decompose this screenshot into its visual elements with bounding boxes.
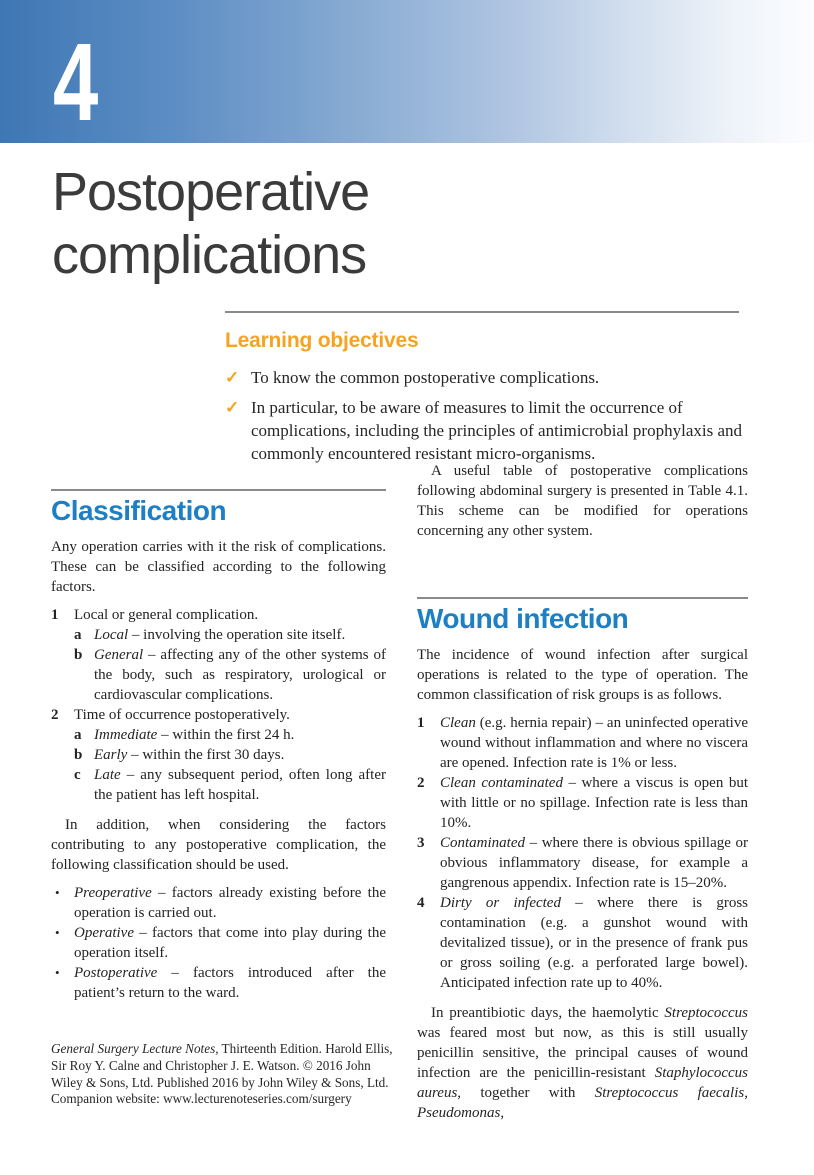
bullet-icon: • [55, 925, 60, 940]
chapter-title-line-1: Postoperative [52, 162, 370, 222]
imprint-footer [51, 1041, 403, 1108]
objective-item [225, 396, 749, 465]
sub-item-text: General – affecting any of the other systems of the body, such as respiratory, urological or cardiovascular complications. [94, 647, 386, 703]
numbered-item-text: Local or general complication. [74, 607, 259, 623]
bullet-item-text: Preoperative – factors already existing before the operation is carried out. [74, 885, 386, 921]
sub-item-text: Immediate – within the first 24 h. [94, 727, 295, 743]
bullet-list-item [51, 923, 386, 963]
item-number: 3 [417, 835, 425, 851]
chapter-header-band [0, 0, 814, 143]
numbered-item-text: Contaminated – where there is obvious spillage or obvious inflammatory disease, for example a gangrenous appendix. Infection rate is 15–20%. [440, 835, 748, 891]
bullet-icon: • [55, 965, 60, 980]
section-heading-classification: Classification [51, 495, 227, 526]
classification-addition-paragraph: In addition, when considering the factors contributing to any postoperative complication, the following classification should be used. [51, 817, 386, 873]
table-reference-paragraph: A useful table of postoperative complications following abdominal surgery is presented in Table 4.1. This scheme can be modified for operations concerning any other system. [417, 463, 748, 539]
numbered-list-item [417, 833, 748, 893]
item-number: 1 [417, 715, 425, 731]
item-number: 1 [51, 607, 59, 623]
bullet-icon: • [55, 885, 60, 900]
companion-website-line: Companion website: www.lecturenoteseries.com/surgery [51, 1091, 352, 1107]
objective-item [225, 366, 749, 389]
lettered-sub-item [74, 765, 386, 805]
risk-group-numbered-list [417, 713, 748, 993]
numbered-item-text: Dirty or infected – where there is gross contamination (e.g. a gunshot wound with devitalized tissue), or in the presence of frank pus or gross soiling (e.g. a perforated large bowel). Anticipated infection rate up to 40%. [440, 895, 748, 991]
section-heading-wound-infection: Wound infection [417, 603, 629, 634]
chapter-number: 4 [53, 21, 99, 144]
section-divider [417, 597, 748, 599]
lettered-sub-item [74, 725, 386, 745]
numbered-list-item [51, 605, 386, 625]
section-divider [51, 489, 386, 491]
sub-item-text: Early – within the first 30 days. [94, 747, 285, 763]
classification-intro-paragraph: Any operation carries with it the risk of complications. These can be classified according to the following factors. [51, 539, 386, 595]
sub-item-text: Late – any subsequent period, often long after the patient has left hospital. [94, 767, 386, 803]
sub-item-letter: c [74, 767, 81, 783]
learning-objectives-list [225, 366, 749, 465]
numbered-list-item [51, 705, 386, 725]
bullet-list-item [51, 963, 386, 1003]
numbered-list-item [417, 713, 748, 773]
sub-item-letter: b [74, 647, 83, 663]
lettered-sub-item [74, 645, 386, 705]
check-icon: ✓ [225, 398, 240, 417]
numbered-item-text: Clean contaminated – where a viscus is open but with little or no spillage. Infection rate is less than 10%. [440, 775, 748, 831]
sub-item-letter: a [74, 627, 82, 643]
lettered-sub-item [74, 745, 386, 765]
left-column [51, 489, 386, 1003]
sub-item-letter: a [74, 727, 82, 743]
chapter-title-line-2: complications [52, 225, 367, 285]
numbered-item-text: Time of occurrence postoperatively. [74, 707, 290, 723]
factor-bullet-list [51, 883, 386, 1003]
numbered-list-item [417, 773, 748, 833]
item-number: 4 [417, 895, 425, 911]
sub-item-letter: b [74, 747, 83, 763]
lettered-sub-item [74, 625, 386, 645]
bullet-item-text: Postoperative – factors introduced after the patient’s return to the ward. [74, 965, 386, 1001]
item-number: 2 [417, 775, 425, 791]
learning-objectives-box [225, 329, 749, 472]
wound-infection-closing-paragraph: In preantibiotic days, the haemolytic Streptococcus was feared most but now, as this is still usually penicillin sensitive, the principal causes of wound infection are the penicillin-resistant Staphylococcus aureus, together with Streptococcus faecalis, Pseudomonas, [417, 1005, 748, 1121]
check-icon: ✓ [225, 368, 240, 387]
bullet-item-text: Operative – factors that come into play during the operation itself. [74, 925, 386, 961]
numbered-list-item [417, 893, 748, 993]
numbered-item-text: Clean (e.g. hernia repair) – an uninfected operative wound without inflammation and where no viscera are opened. Infection rate is 1% or less. [440, 715, 748, 771]
objective-text: To know the common postoperative complications. [251, 368, 600, 387]
classification-numbered-list [51, 605, 386, 805]
imprint-credit: General Surgery Lecture Notes, Thirteenth Edition. Harold Ellis, Sir Roy Y. Calne and Christopher J. E. Watson. © 2016 John Wiley & Sons, Ltd. Published 2016 by John Wiley & Sons, Ltd. [51, 1041, 393, 1090]
bullet-list-item [51, 883, 386, 923]
right-column [417, 461, 748, 1123]
sub-item-text: Local – involving the operation site itself. [94, 627, 346, 643]
learning-objectives-heading: Learning objectives [225, 329, 419, 352]
wound-infection-intro-paragraph: The incidence of wound infection after surgical operations is related to the type of operation. The common classification of risk groups is as follows. [417, 647, 748, 703]
item-number: 2 [51, 707, 59, 723]
title-divider [225, 311, 739, 313]
objective-text: In particular, to be aware of measures to limit the occurrence of complications, including the principles of antimicrobial prophylaxis and commonly encountered resistant micro-organisms. [251, 398, 742, 463]
chapter-title [52, 161, 369, 287]
